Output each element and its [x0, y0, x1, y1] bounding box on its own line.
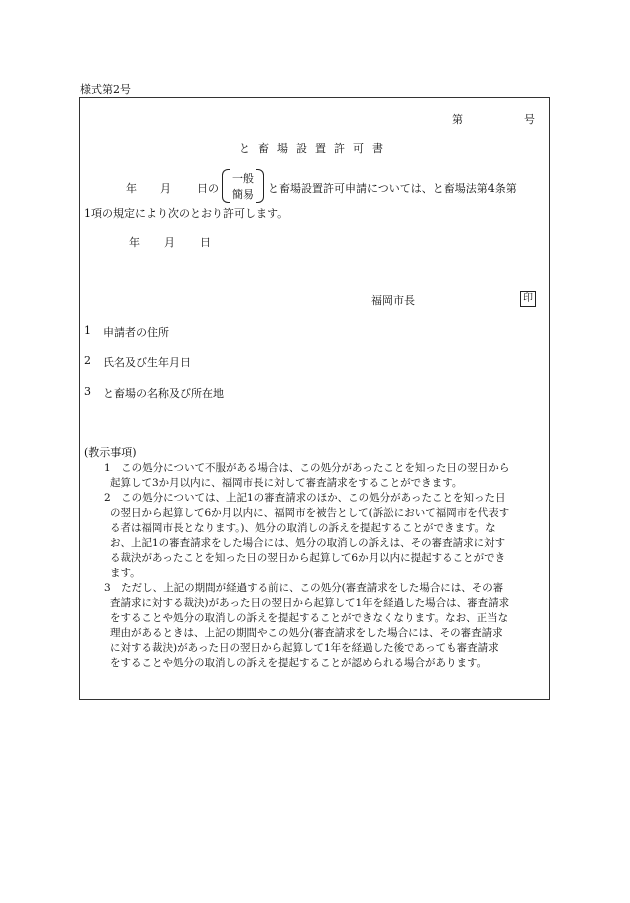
issue-month: 月 [164, 236, 175, 249]
option-general: 一般 [232, 172, 254, 185]
number-dai: 第 [452, 113, 463, 126]
item-2-label: 氏名及び生年月日 [103, 356, 191, 369]
body-line-2: 1項の規定により次のとおり許可します。 [84, 207, 289, 220]
issuer-name: 福岡市長 [371, 294, 415, 307]
date-year: 年 [126, 182, 137, 195]
notes-line: 理由があるときは、上記の期間やこの処分(審査請求をした場合には、その審査請求 [110, 627, 503, 639]
right-brace [256, 169, 264, 203]
issue-year: 年 [129, 236, 140, 249]
form-number-label: 様式第2号 [80, 83, 131, 96]
item-1-label: 申請者の住所 [103, 326, 169, 339]
notes-heading: (教示事項) [84, 446, 137, 459]
notes-line: をすることや処分の取消しの訴えを提起することが認められる場合があります。 [110, 657, 488, 669]
document-title: と畜場設置許可書 [239, 142, 391, 155]
notes-line: 2 この処分については、上記1の審査請求のほか、この処分があったことを知った日 [104, 492, 506, 504]
notes-line: の翌日から起算して6か月以内に、福岡市を被告として(訴訟において福岡市を代表す [110, 507, 510, 519]
notes-line: 3 ただし、上記の期間が経過する前に、この処分(審査請求をした場合には、その審 [104, 582, 504, 594]
notes-line: をすることや処分の取消しの訴えを提起することができなくなります。なお、正当な [110, 612, 509, 624]
application-type-brace [222, 169, 264, 203]
notes-line: に対する裁決)があった日の翌日から起算して1年を経過した後であっても審査請求 [110, 642, 499, 654]
date-day: 日の [197, 182, 219, 195]
notes-line: る者は福岡市長となります。)、処分の取消しの訴えを提起することができます。な [110, 522, 496, 534]
notes-line: 査請求に対する裁決)があった日の翌日から起算して1年を経過した場合は、審査請求 [110, 597, 510, 609]
issue-day: 日 [200, 236, 211, 249]
item-3-number: 3 [84, 385, 91, 398]
date-month: 月 [160, 182, 171, 195]
seal-mark: 印 [520, 291, 536, 307]
notes-line: ます。 [110, 567, 141, 579]
body-line-1: と畜場設置許可申請については、と畜場法第4条第 [268, 182, 517, 195]
item-1-number: 1 [84, 324, 91, 337]
notes-line: 起算して3か月以内に、福岡市長に対して審査請求をすることができます。 [110, 477, 463, 489]
item-2-number: 2 [84, 354, 91, 367]
option-simple: 簡易 [232, 188, 254, 201]
item-3-label: と畜場の名称及び所在地 [103, 387, 224, 400]
notes-line: お、上記1の審査請求をした場合には、処分の取消しの訴えは、その審査請求に対す [110, 537, 506, 549]
notes-line: 1 この処分について不服がある場合は、この処分があったことを知った日の翌日から [104, 462, 510, 474]
notes-line: る裁決があったことを知った日の翌日から起算して6か月以内に提起することができ [110, 552, 506, 564]
number-go: 号 [524, 113, 535, 126]
